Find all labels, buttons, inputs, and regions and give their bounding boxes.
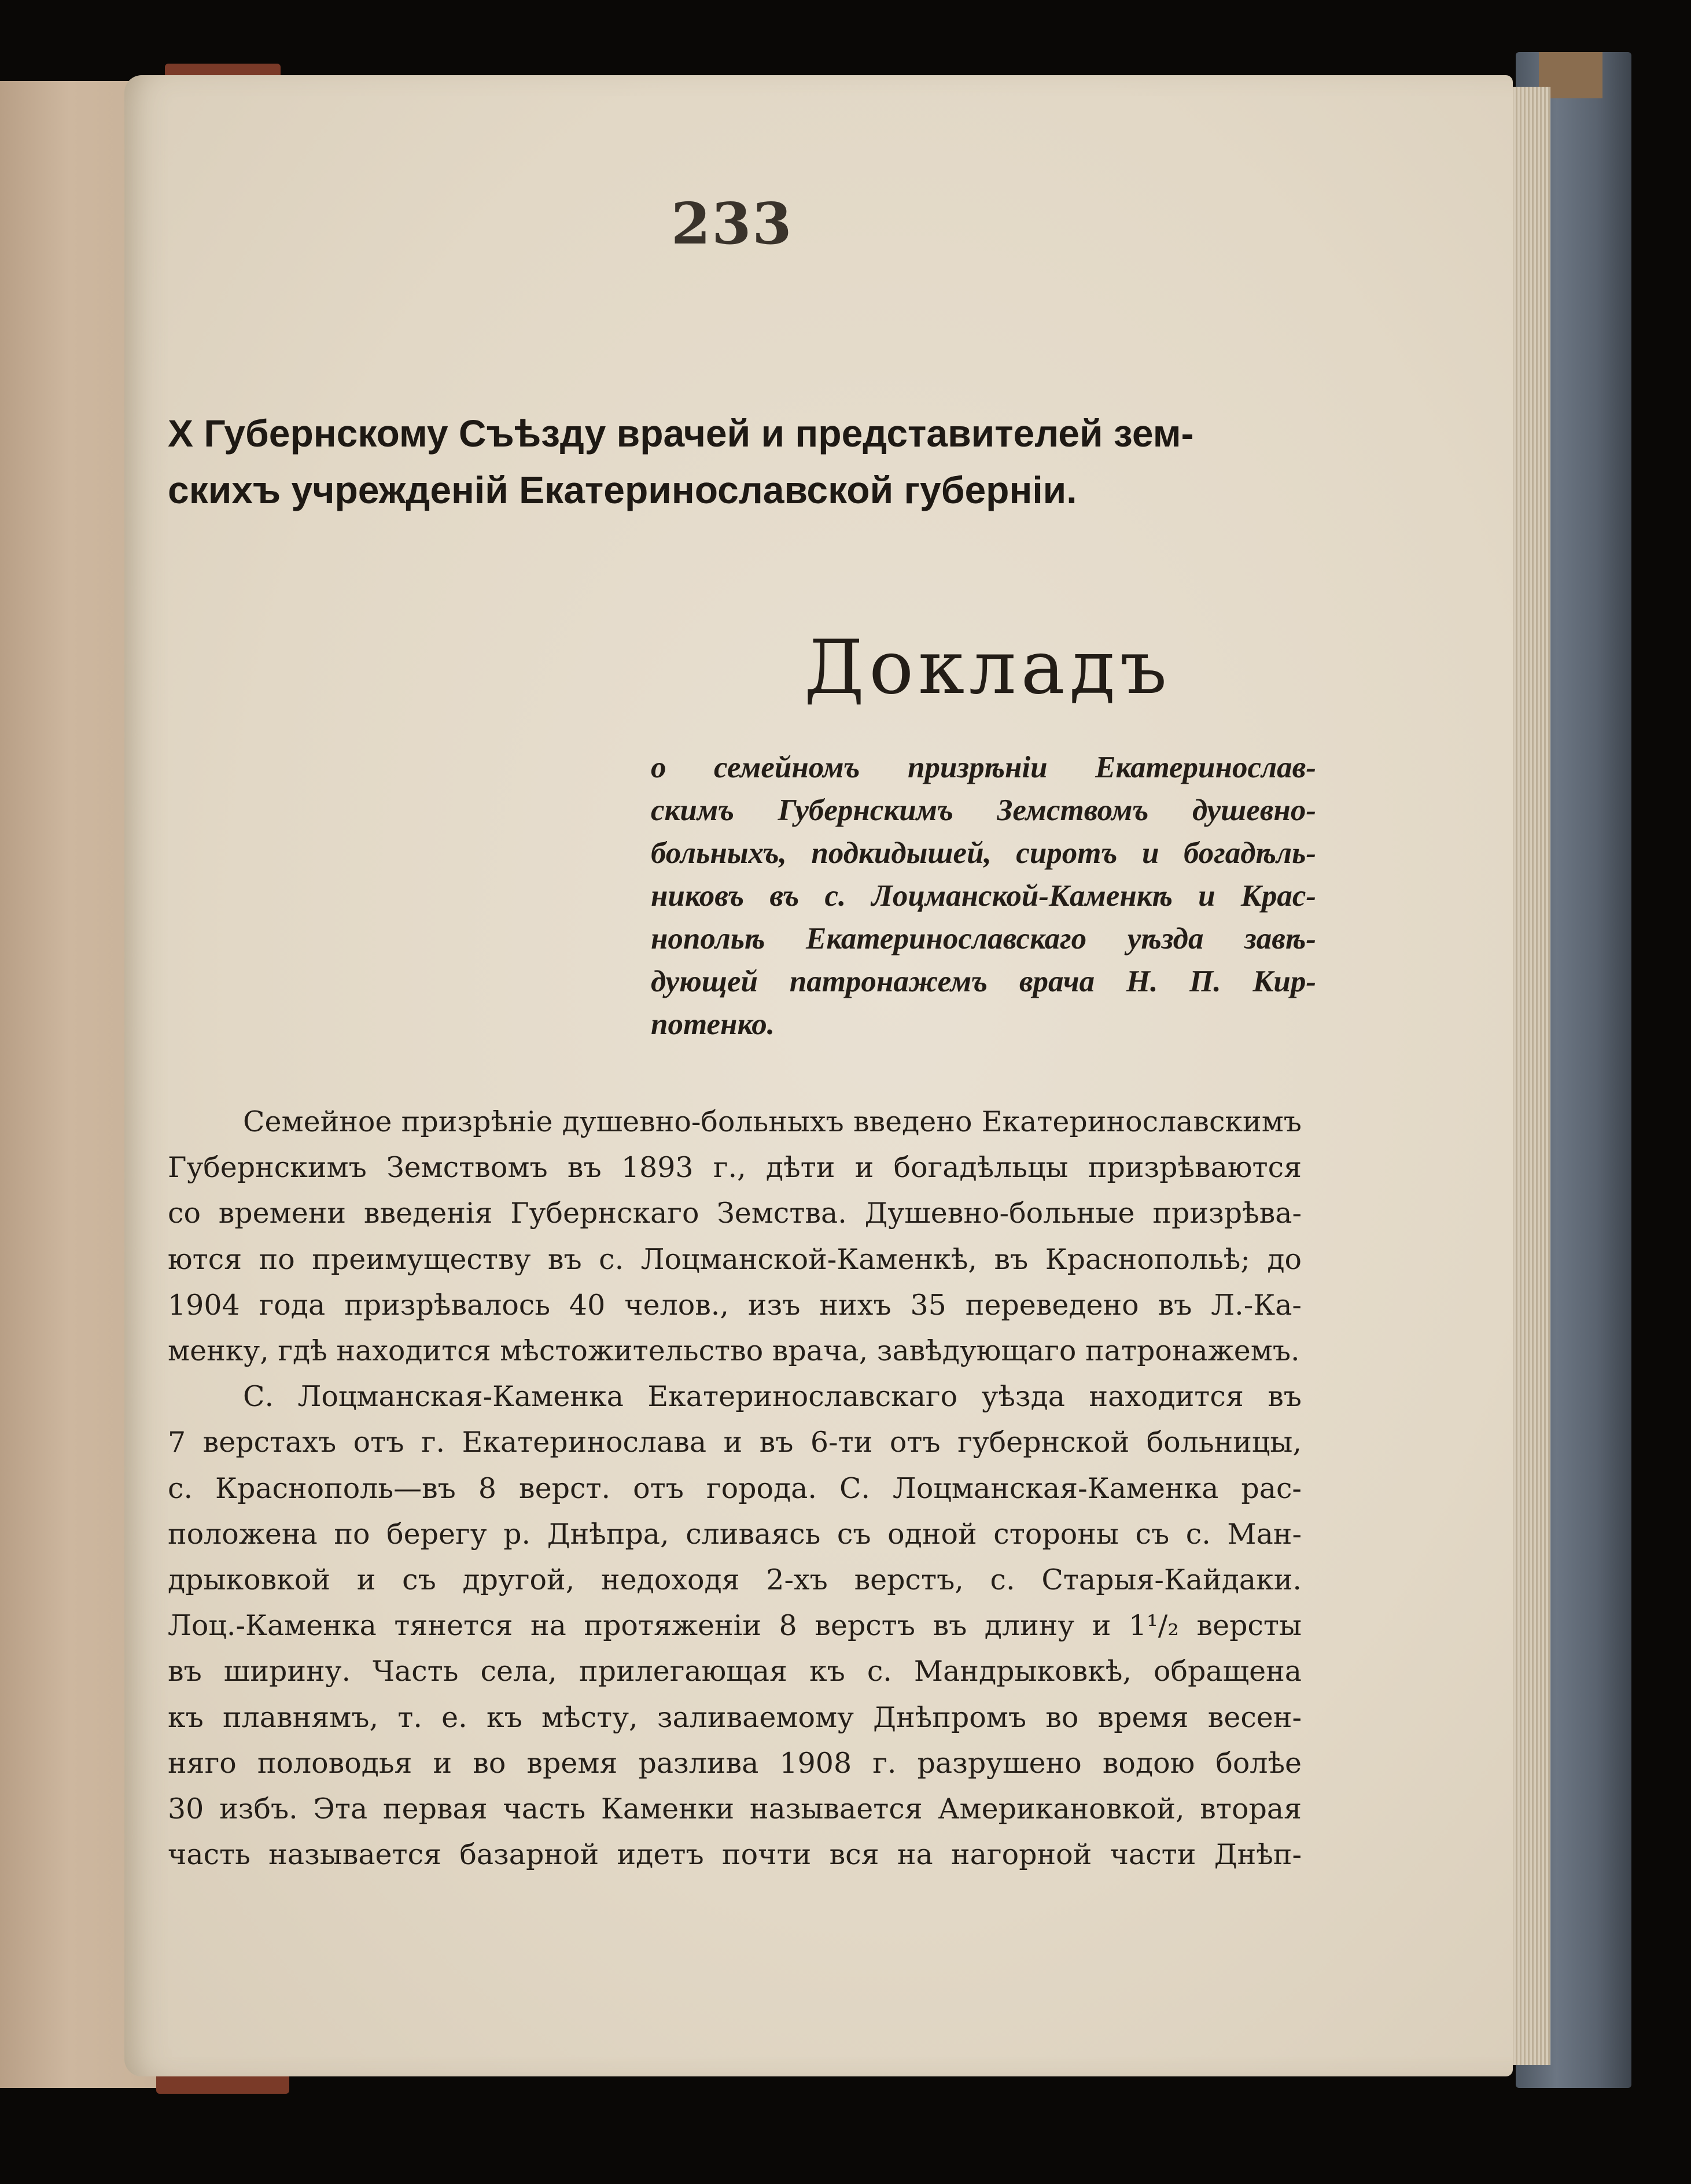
body-line: въ ширину. Часть села, прилегающая къ с. Мандрыковкѣ, обращена	[168, 1655, 1302, 1688]
body-line: положена по берегу р. Днѣпра, сливаясь съ одной стороны съ с. Ман-	[168, 1517, 1302, 1551]
subtitle-line: дующей патронажемъ врача Н. П. Кир-	[651, 965, 1316, 998]
body-line: 1904 года призрѣвалось 40 челов., изъ нихъ 35 переведено въ Л.-Ка-	[168, 1288, 1302, 1322]
subtitle-line: скимъ Губернскимъ Земствомъ душевно-	[651, 794, 1316, 827]
body-line: С. Лоцманская-Каменка Екатеринославскаго уѣзда находится въ	[243, 1380, 1302, 1414]
subtitle-line: о семейномъ призрѣніи Екатеринослав-	[651, 751, 1316, 784]
subtitle-line: больныхъ, подкидышей, сиротъ и богадѣль-	[651, 836, 1316, 870]
body-line: часть называется базарной идетъ почти вся на нагорной части Днѣп-	[168, 1838, 1302, 1872]
subtitle-line: никовъ въ с. Лоцманской-Каменкѣ и Крас-	[651, 879, 1316, 913]
page-number: 233	[671, 191, 793, 257]
body-line: Семейное призрѣніе душевно-больныхъ введено Екатеринославскимъ	[243, 1105, 1302, 1138]
body-line: 7 верстахъ отъ г. Екатеринослава и въ 6-ти отъ губернской больницы,	[168, 1426, 1302, 1459]
body-line: со времени введенія Губернскаго Земства. Душевно-больные призрѣва-	[168, 1197, 1302, 1230]
report-title: Докладъ	[804, 625, 1171, 711]
body-paragraphs	[168, 1099, 1302, 1877]
body-line: няго половодья и во время разлива 1908 г. разрушено водою болѣе	[168, 1746, 1302, 1780]
report-subtitle	[651, 746, 1316, 1046]
subtitle-line: потенко.	[651, 1008, 775, 1041]
subtitle-line: нопольѣ Екатеринославскаго уѣзда завѣ-	[651, 922, 1316, 956]
body-line: къ плавнямъ, т. е. къ мѣсту, заливаемому Днѣпромъ во время весен-	[168, 1700, 1302, 1734]
body-line: ются по преимуществу въ с. Лоцманской-Каменкѣ, въ Краснопольѣ; до	[168, 1242, 1302, 1276]
body-line: 30 избъ. Эта первая часть Каменки называется Американовкой, вторая	[168, 1792, 1302, 1826]
heading-line: X Губернскому Съѣзду врачей и представителей зем-	[168, 412, 1194, 455]
body-line: Лоц.-Каменка тянется на протяженіи 8 верстъ въ длину и 1¹/₂ версты	[168, 1609, 1302, 1643]
congress-heading	[168, 405, 1325, 518]
body-line: Губернскимъ Земствомъ въ 1893 г., дѣти и богадѣльцы призрѣваются	[168, 1151, 1302, 1185]
body-line: менку, гдѣ находится мѣстожительство врача, завѣдующаго патронажемъ.	[168, 1334, 1300, 1368]
body-line: дрыковкой и съ другой, недоходя 2-хъ верстъ, с. Старыя-Кайдаки.	[168, 1563, 1302, 1597]
heading-line: скихъ учрежденій Екатеринославской губерніи.	[168, 468, 1077, 511]
body-line: с. Краснополь—въ 8 верст. отъ города. С. Лоцманская-Каменка рас-	[168, 1471, 1302, 1505]
